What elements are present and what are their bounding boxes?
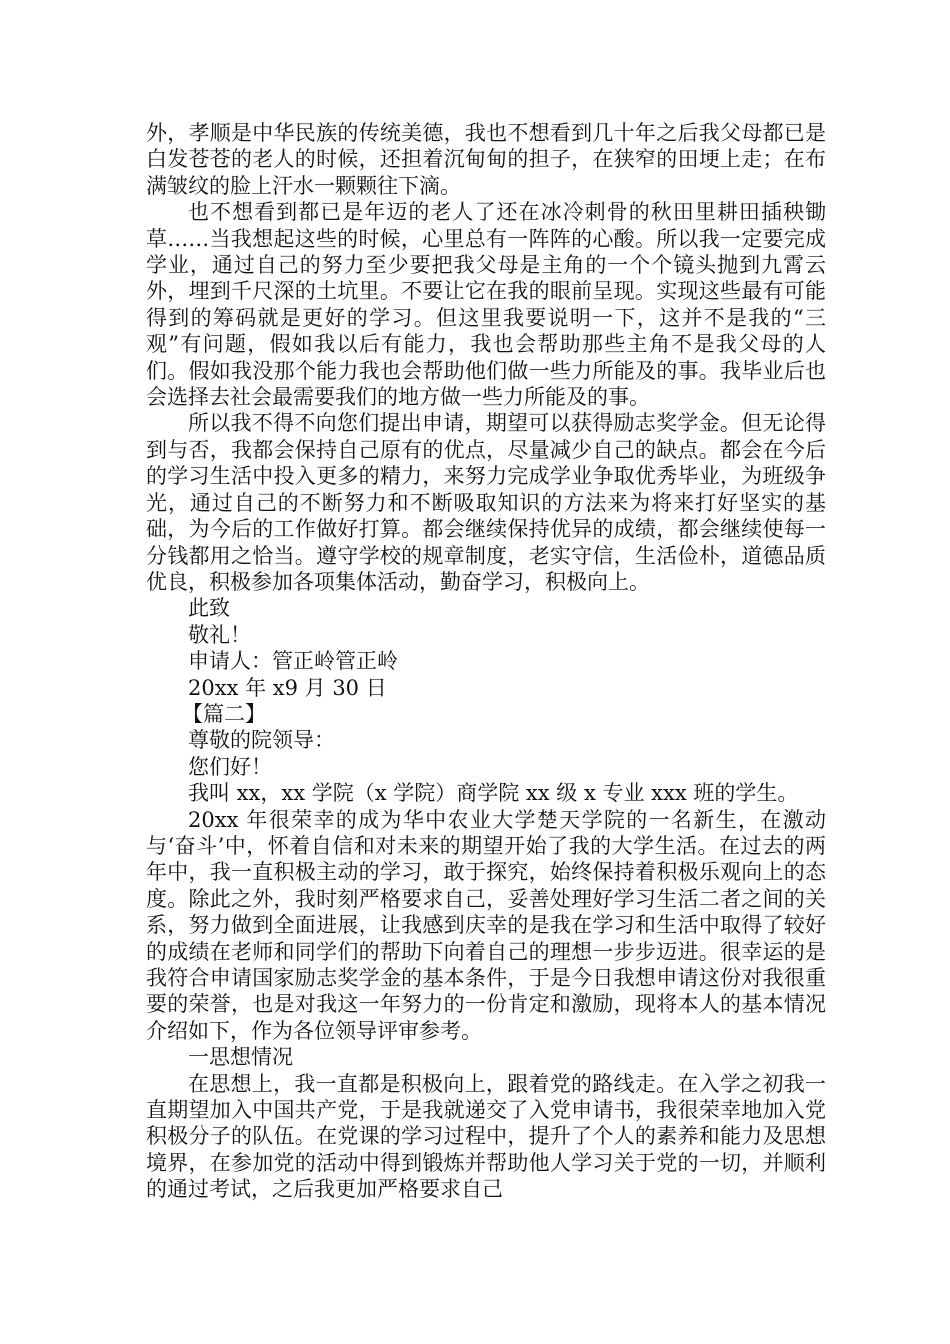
closing-regards: 敬礼！ xyxy=(188,622,251,647)
letter-greeting-hello: 您们好！ xyxy=(188,754,272,779)
paragraph-ideology: 在思想上，我一直都是积极向上，跟着党的路线走。在入学之初我一直期望加入中国共产党，于是我就递交了入党申请书，我很荣幸地加入党积极分子的队伍。在党课的学习过程中，提升了个人的素养和能力及思想境界，在参加党的活动中得到锻炼并帮助他人学习关于党的一切，并顺利的通过考试，之后我更加严格要求自己 xyxy=(146,1071,826,1202)
paragraph-parents-hardship: 也不想看到都已是年迈的老人了还在冰冷刺骨的秋田里耕田插秧锄草……当我想起这些的时候，心里总有一阵阵的心酸。所以我一定要完成学业，通过自己的努力至少要把我父母是主角的一个个镜头抛到九霄云外，埋到千尺深的土坑里。不要让它在我的眼前呈现。实现这些最有可能得到的筹码就是更好的学习。但这里我要说明一下，这并不是我的“三观”有问题，假如我以后有能力，我也会帮助那些主角不是我父母的人们。假如我没那个能力我也会帮助他们做一些力所能及的事。我毕业后也会选择去社会最需要我们的地方做一些力所能及的事。 xyxy=(146,200,826,410)
application-date: 20xx 年 x9 月 30 日 xyxy=(188,675,387,700)
paragraph-university-life: 20xx 年很荣幸的成为华中农业大学楚天学院的一名新生，在激动与‘奋斗’中，怀着自信和对未来的期望开始了我的大学生活。在过去的两年中，我一直积极主动的学习，敢于探究，始终保持着积极乐观向上的态度。除此之外，我时刻严格要求自己，妥善处理好学习生活二者之间的关系，努力做到全面进展，让我感到庆幸的是我在学习和生活中取得了较好的成绩在老师和同学们的帮助下向着自己的理想一步步迈进。很幸运的是我符合申请国家励志奖学金的基本条件，于是今日我想申请这份对我很重要的荣誉，也是对我这一年努力的一份肯定和激励，现将本人的基本情况介绍如下，作为各位领导评审参考。 xyxy=(146,807,826,1043)
section-heading-part-two: 【篇二】 xyxy=(182,701,266,726)
closing-salutation: 此致 xyxy=(188,596,230,621)
paragraph-filial-piety: 外，孝顺是中华民族的传统美德，我也不想看到几十年之后我父母都已是白发苍苍的老人的时候，还担着沉甸甸的担子，在狭窄的田埂上走；在布满皱纹的脸上汗水一颗颗往下滴。 xyxy=(146,121,826,198)
letter-greeting-recipient: 尊敬的院领导： xyxy=(188,728,335,753)
paragraph-scholarship-request: 所以我不得不向您们提出申请，期望可以获得励志奖学金。但无论得到与否，我都会保持自己原有的优点，尽量减少自己的缺点。都会在今后的学习生活中投入更多的精力，来努力完成学业争取优秀毕业，为班级争光，通过自己的不断努力和不断吸取知识的方法来为将来打好坚实的基础，为今后的工作做好打算。都会继续保持优异的成绩，都会继续使每一分钱都用之恰当。遵守学校的规章制度，老实守信，生活俭朴，道德品质优良，积极参加各项集体活动，勤奋学习，积极向上。 xyxy=(146,411,826,594)
applicant-signature: 申请人：管正岭管正岭 xyxy=(188,649,398,674)
self-introduction: 我叫 xx，xx 学院（x 学院）商学院 xx 级 x 专业 xxx 班的学生。 xyxy=(188,781,799,806)
document-page xyxy=(146,120,826,1203)
subheading-ideology: 一思想情况 xyxy=(188,1045,293,1070)
